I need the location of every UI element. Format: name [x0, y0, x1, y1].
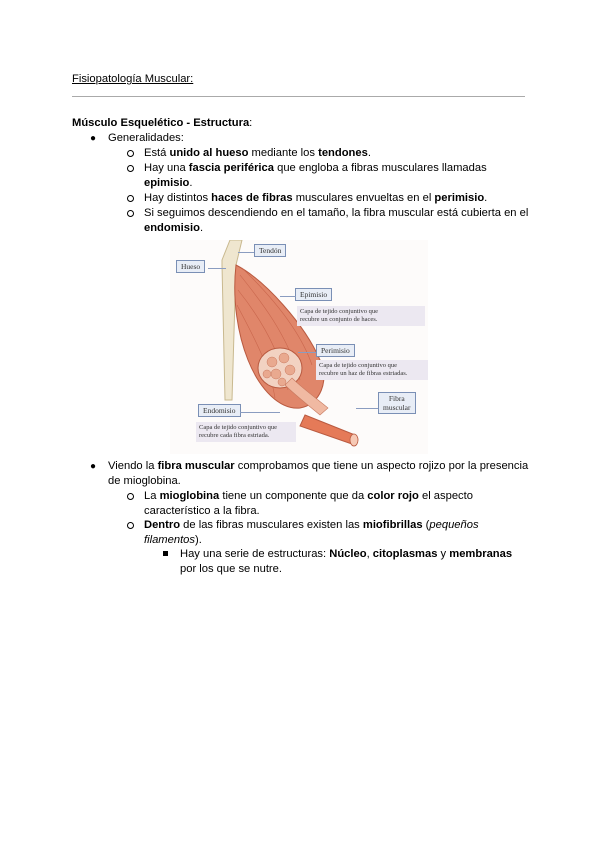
circle-bullet [127, 195, 134, 202]
list-item: Hay distintos haces de fibras musculares envueltas en el perimisio. [144, 192, 488, 204]
section-title-bold: Músculo Esquelético - Estructura [72, 117, 250, 129]
bullet-dot: ● [90, 461, 97, 472]
muscle-structure-figure [170, 240, 428, 454]
list-item-cont: endomisio. [144, 222, 204, 234]
circle-bullet [127, 522, 134, 529]
leader-line [280, 296, 296, 297]
list-item-cont: epimisio. [144, 177, 193, 189]
list-item-cont: de mioglobina. [108, 475, 181, 487]
list-item-cont: filamentos). [144, 534, 202, 546]
label-perimisio: Perimisio [316, 344, 355, 357]
label-endomisio: Endomisio [198, 404, 241, 417]
list-item: Hay una fascia periférica que engloba a fibras musculares llamadas [144, 162, 487, 174]
circle-bullet [127, 210, 134, 217]
list-item: Si seguimos descendiendo en el tamaño, la fibra muscular está cubierta en el [144, 207, 529, 219]
list-item: Dentro de las fibras musculares existen las miofibrillas (pequeños [144, 519, 479, 531]
label-hueso: Hueso [176, 260, 205, 273]
leader-line [298, 352, 316, 353]
label-epimisio: Epimisio [295, 288, 332, 301]
list-item: La mioglobina tiene un componente que da color rojo el aspecto [144, 490, 473, 502]
list-item-cont: característico a la fibra. [144, 505, 260, 517]
desc-epimisio: Capa de tejido conjuntivo que recubre un conjunto de haces. [297, 306, 425, 326]
page-title: Fisiopatología Muscular: [72, 73, 194, 85]
square-bullet [163, 551, 168, 556]
desc-perimisio: Capa de tejido conjuntivo que recubre un haz de fibras estriadas. [316, 360, 428, 380]
list-item: Está unido al hueso mediante los tendones. [144, 147, 371, 159]
leader-line [238, 252, 254, 253]
desc-endomisio: Capa de tejido conjuntivo que recubre cada fibra estriada. [196, 422, 296, 442]
leader-line [240, 412, 280, 413]
section-title [72, 116, 252, 131]
circle-bullet [127, 493, 134, 500]
list-item: Viendo la fibra muscular comprobamos que tiene un aspecto rojizo por la presencia [108, 460, 529, 472]
leader-line [208, 268, 226, 269]
section-title-tail: : [249, 117, 253, 129]
leader-line [356, 408, 378, 409]
bullet-dot: ● [90, 133, 97, 144]
list-item-cont: por los que se nutre. [180, 563, 282, 575]
circle-bullet [127, 165, 134, 172]
divider [72, 96, 525, 97]
circle-bullet [127, 150, 134, 157]
label-fibra-muscular: Fibra muscular [378, 392, 416, 414]
label-tendon: Tendón [254, 244, 286, 257]
list-item-generalidades: Generalidades: [108, 132, 184, 144]
list-item: Hay una serie de estructuras: Núcleo, citoplasmas y membranas [180, 548, 513, 560]
